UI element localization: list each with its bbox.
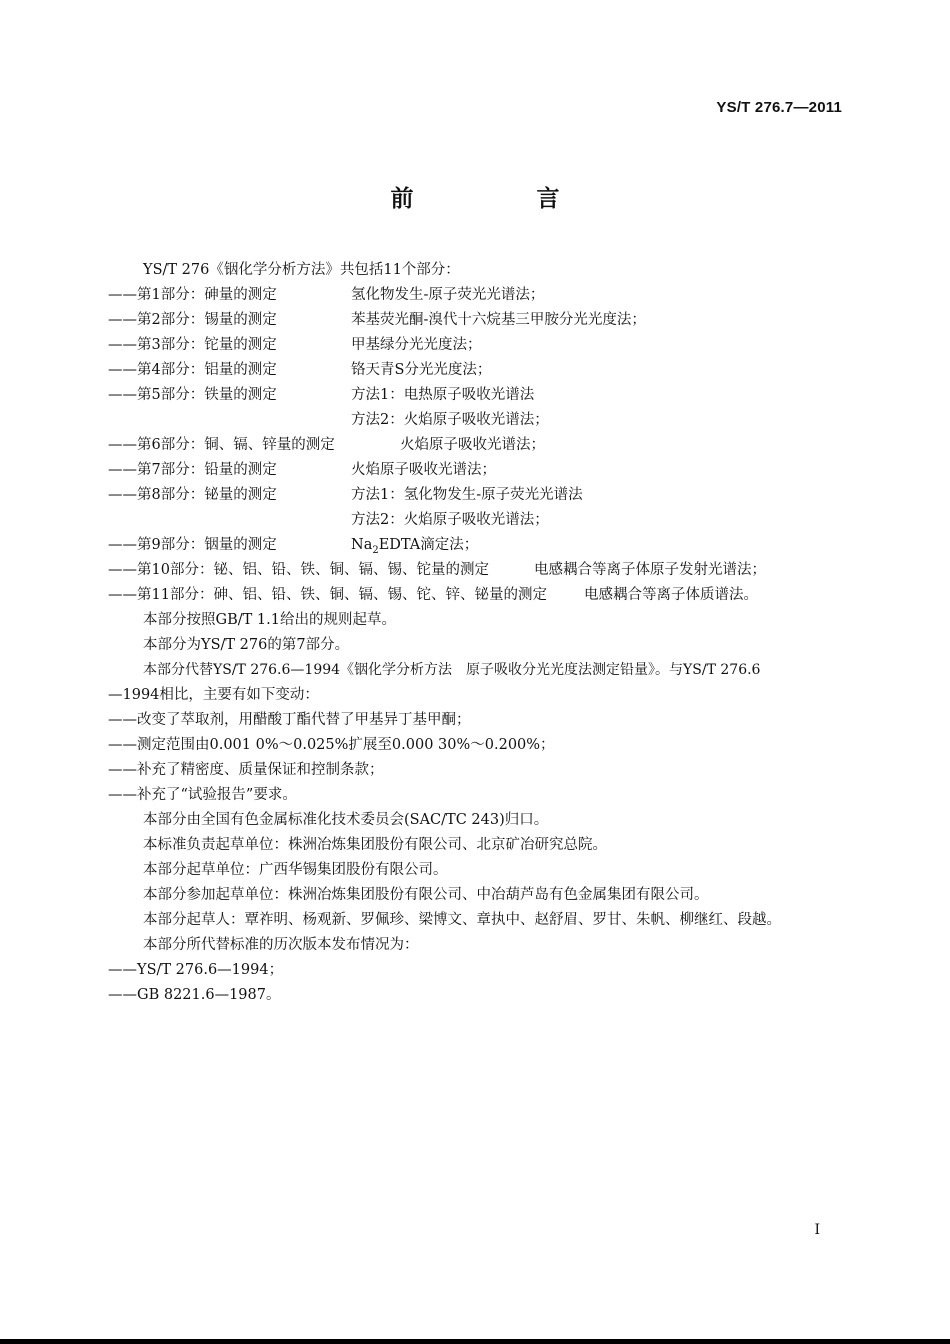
part-label: ——第2部分： <box>108 312 205 328</box>
history-item-1: ——YS/T 276.6—1994； <box>108 962 284 978</box>
change-item-1: ——改变了萃取剂，用醋酸丁酯代替了甲基异丁基甲酮； <box>108 712 471 728</box>
paragraph-replace-line2: —1994相比，主要有如下变动： <box>108 687 319 703</box>
intro-paragraph: YS/T 276《铟化学分析方法》共包括11个部分： <box>143 262 460 278</box>
part-item-7 <box>108 458 868 483</box>
page-number: I <box>814 1222 820 1238</box>
part-method: 火焰原子吸收光谱法； <box>400 437 545 453</box>
part-name: 铜、镉、锌量的测定 <box>204 437 335 453</box>
history-item-2: ——GB 8221.6—1987。 <box>108 987 281 1003</box>
part-name: 砷量的测定 <box>204 287 277 303</box>
part-item-8 <box>108 483 868 508</box>
part-method: 苯基荧光酮-溴代十六烷基三甲胺分光光度法； <box>351 312 646 328</box>
part-item-2 <box>108 308 868 333</box>
bottom-border <box>0 1339 950 1344</box>
part-name: 铁量的测定 <box>204 387 277 403</box>
part-method: 氢化物发生-原子荧光光谱法； <box>351 287 545 303</box>
paragraph-seventh-part: 本部分为YS/T 276的第7部分。 <box>143 637 350 653</box>
part-name: 铟量的测定 <box>204 537 277 553</box>
part-name: 铝量的测定 <box>204 362 277 378</box>
change-item-4: ——补充了“试验报告”要求。 <box>108 787 297 803</box>
part-label: ——第1部分： <box>108 287 205 303</box>
part-name: 铋量的测定 <box>204 487 277 503</box>
paragraph-responsible-units: 本标准负责起草单位：株洲冶炼集团股份有限公司、北京矿冶研究总院。 <box>143 837 607 853</box>
formula-rest: EDTA滴定法； <box>378 537 479 553</box>
part-name: 铅量的测定 <box>204 462 277 478</box>
paragraph-technical-committee: 本部分由全国有色金属标准化技术委员会(SAC/TC 243)归口。 <box>143 812 549 828</box>
formula-subscript: 2 <box>372 544 379 556</box>
change-item-2: ——测定范围由0.001 0%～0.025%扩展至0.000 30%～0.200%； <box>108 737 555 753</box>
page-title: 前 言 <box>390 186 610 212</box>
part-item-6 <box>108 433 868 458</box>
part-name: 铊量的测定 <box>204 337 277 353</box>
part-8-method-2: 方法2：火焰原子吸收光谱法； <box>351 512 549 528</box>
part-label: ——第8部分： <box>108 487 205 503</box>
part-item-3 <box>108 333 868 358</box>
part-name: 锡量的测定 <box>204 312 277 328</box>
part-method: 方法1：氢化物发生-原子荧光光谱法 <box>351 487 583 503</box>
part-item-5 <box>108 383 868 408</box>
part-label: ——第6部分： <box>108 437 205 453</box>
part-name: 砷、铝、铅、铁、铜、镉、锡、铊、锌、铋量的测定 <box>213 587 547 603</box>
paragraph-participating-units: 本部分参加起草单位：株洲冶炼集团股份有限公司、中冶葫芦岛有色金属集团有限公司。 <box>143 887 709 903</box>
paragraph-drafting-unit: 本部分起草单位：广西华锡集团股份有限公司。 <box>143 862 448 878</box>
part-item-4 <box>108 358 868 383</box>
paragraph-drafted: 本部分按照GB/T 1.1给出的规则起草。 <box>143 612 396 628</box>
part-label: ——第11部分： <box>108 587 214 603</box>
paragraph-drafters: 本部分起草人：覃祚明、杨观新、罗佩珍、梁博文、章执中、赵舒眉、罗甘、朱帆、柳继红、段越。 <box>143 912 781 928</box>
part-label: ——第10部分： <box>108 562 214 578</box>
standard-code: YS/T 276.7—2011 <box>716 99 842 116</box>
part-method: 电感耦合等离子体原子发射光谱法； <box>534 562 766 578</box>
paragraph-history: 本部分所代替标准的历次版本发布情况为： <box>143 937 419 953</box>
part-label: ——第9部分： <box>108 537 205 553</box>
part-5-method-2: 方法2：火焰原子吸收光谱法； <box>351 412 549 428</box>
part-method: 甲基绿分光光度法； <box>351 337 482 353</box>
part-item-1 <box>108 283 868 308</box>
part-item-11 <box>108 583 868 608</box>
part-label: ——第4部分： <box>108 362 205 378</box>
part-method: 铬天青S分光光度法； <box>351 362 492 378</box>
part-item-9 <box>108 533 868 558</box>
part-label: ——第5部分： <box>108 387 205 403</box>
paragraph-replace-line1: 本部分代替YS/T 276.6—1994《铟化学分析方法 原子吸收分光光度法测定铅量》。与YS/T 276.6 <box>143 662 761 678</box>
part-item-10 <box>108 558 868 583</box>
part-name: 铋、铝、铅、铁、铜、镉、锡、铊量的测定 <box>213 562 489 578</box>
part-method: 火焰原子吸收光谱法； <box>351 462 496 478</box>
part-label: ——第3部分： <box>108 337 205 353</box>
part-label: ——第7部分： <box>108 462 205 478</box>
change-item-3: ——补充了精密度、质量保证和控制条款； <box>108 762 384 778</box>
part-method: 方法1：电热原子吸收光谱法 <box>351 387 535 403</box>
formula-na: Na <box>351 537 373 553</box>
part-method: 电感耦合等离子体质谱法。 <box>584 587 758 603</box>
